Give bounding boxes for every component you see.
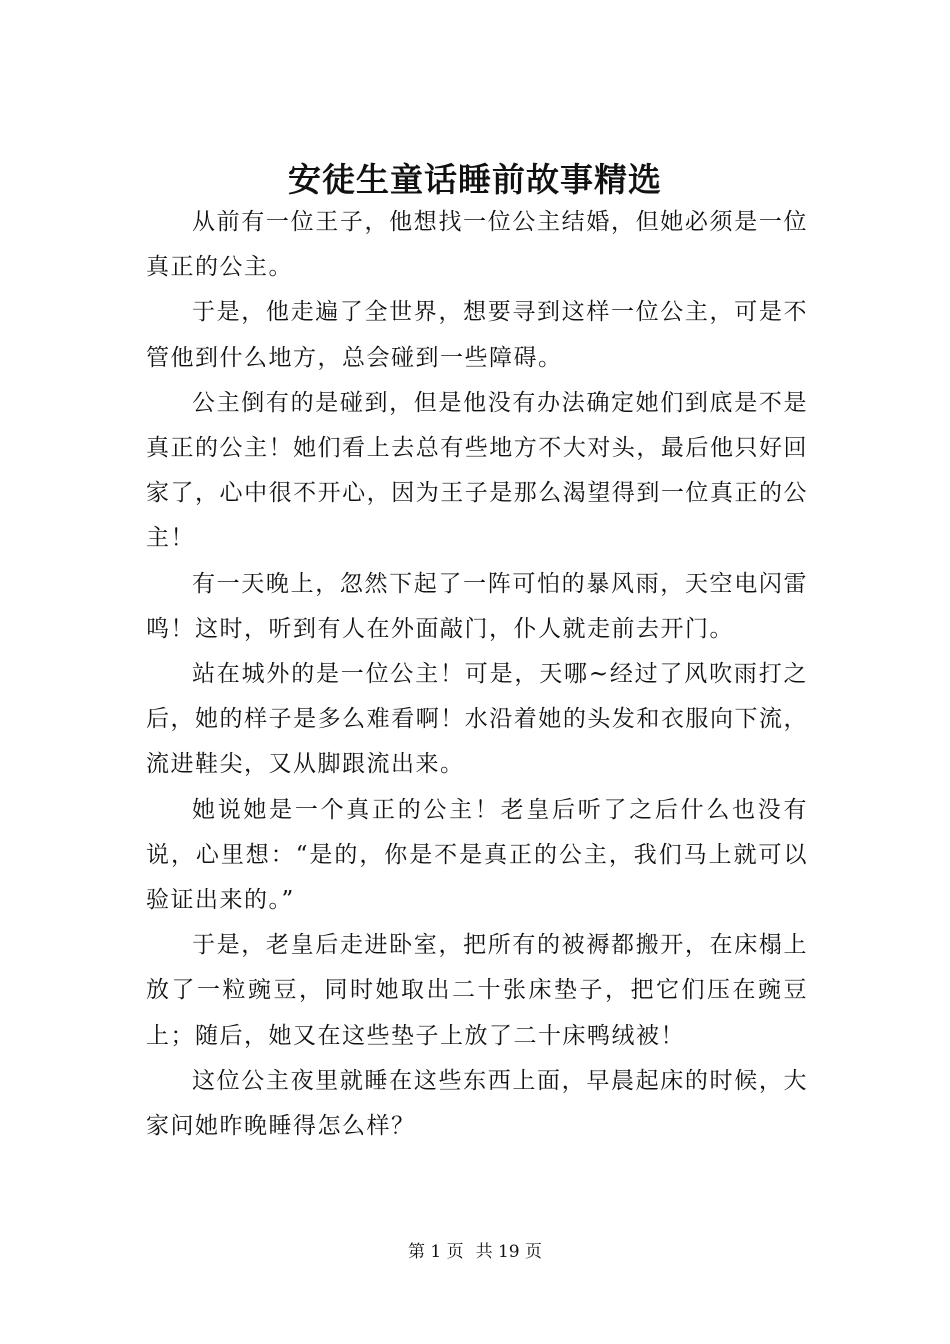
paragraph: 站在城外的是一位公主！可是，天哪~经过了风吹雨打之后，她的样子是多么难看啊！水沿着她的头发和衣服向下流，流进鞋尖，又从脚跟流出来。	[146, 661, 808, 778]
paragraph: 她说她是一个真正的公主！老皇后听了之后什么也没有说，心里想：“是的，你是不是真正的公主，我们马上就可以验证出来的。”	[146, 796, 808, 914]
paragraph: 于是，老皇后走进卧室，把所有的被褥都搬开，在床榻上放了一粒豌豆，同时她取出二十张床垫子，把它们压在豌豆上；随后，她又在这些垫子上放了二十床鸭绒被！	[146, 932, 808, 1049]
document-body	[146, 200, 808, 1149]
document-title: 安徒生童话睡前故事精选	[288, 160, 662, 200]
page-number: 第 1 页	[407, 1242, 464, 1262]
paragraph: 于是，他走遍了全世界，想要寻到这样一位公主，可是不管他到什么地方，总会碰到一些障碍。	[146, 299, 808, 371]
page-footer	[0, 1240, 950, 1264]
paragraph: 有一天晚上，忽然下起了一阵可怕的暴风雨，天空电闪雷鸣！这时，听到有人在外面敲门，仆人就走前去开门。	[146, 570, 808, 642]
paragraph: 从前有一位王子，他想找一位公主结婚，但她必须是一位真正的公主。	[146, 209, 808, 281]
paragraph: 这位公主夜里就睡在这些东西上面，早晨起床的时候，大家问她昨晚睡得怎么样？	[146, 1067, 808, 1140]
page-total: 共 19 页	[475, 1242, 543, 1262]
paragraph: 公主倒有的是碰到，但是他没有办法确定她们到底是不是真正的公主！她们看上去总有些地方不大对头，最后他只好回家了，心中很不开心，因为王子是那么渴望得到一位真正的公主！	[146, 389, 808, 552]
